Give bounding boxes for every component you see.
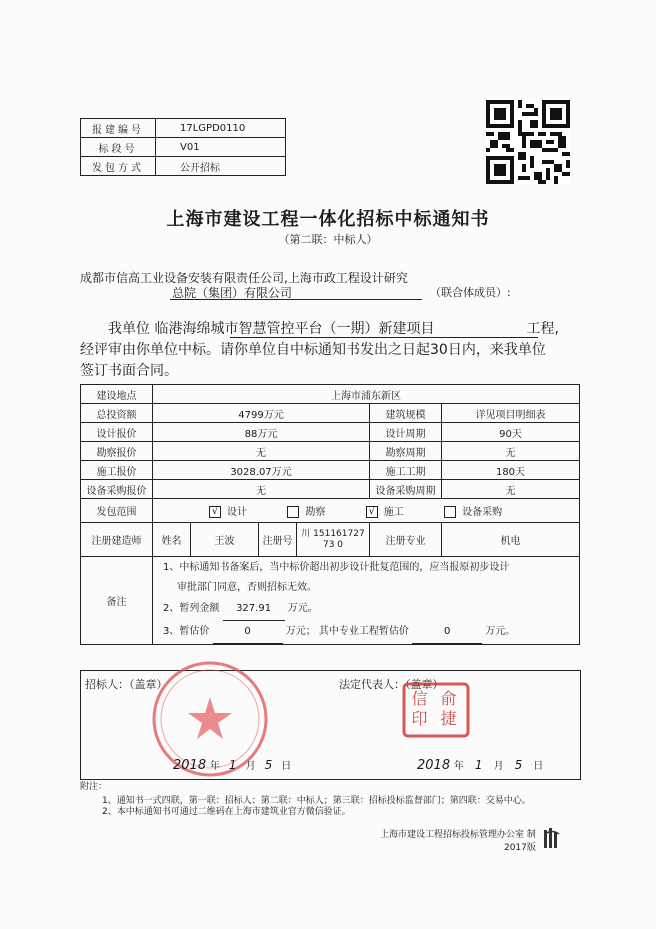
construction-price-value: 3028.07万元 (153, 461, 370, 480)
equipment-price-value: 无 (153, 480, 370, 499)
scope-construction-label: 施工 (383, 507, 404, 518)
date-left-year-unit: 年 (209, 761, 220, 772)
scope-survey-label: 勘察 (305, 507, 326, 518)
scope-design-label: 设计 (227, 507, 247, 518)
legal-rep-label: 法定代表人：（盖章） (339, 678, 444, 691)
name-label: 姓名 (153, 523, 191, 557)
scale-value: 详见项目明细表 (442, 404, 580, 423)
date-right-month: 1 (474, 758, 483, 772)
notice-line-2: 经评审由你单位中标。请你单位自中标通知书发出之日起30日内，来我单位 (80, 342, 546, 358)
date-left-month: 1 (228, 758, 237, 772)
project-number-label: 报建编号 (81, 119, 156, 138)
date-left-day-unit: 日 (281, 761, 292, 772)
remark-2-suffix: 万元。 (287, 602, 318, 614)
signature-box (80, 670, 581, 780)
date-right-year: 2018 (417, 758, 451, 773)
regno-label: 注册号 (259, 523, 297, 557)
construction-period-value: 180天 (442, 461, 580, 480)
remarks-content (153, 557, 580, 645)
remark-3 (163, 621, 577, 644)
remark-1: 1、中标通知书备案后，当中标价超出初步设计批复范围的，应当报原初步设计 (163, 561, 510, 573)
construction-period-label: 施工工期 (370, 461, 442, 480)
notes-section (80, 782, 531, 818)
qr-code-icon[interactable] (486, 100, 570, 184)
survey-period-value: 无 (442, 442, 580, 461)
joint-venture-note: （联合体成员）: (430, 286, 511, 299)
checkbox-survey[interactable] (287, 506, 299, 518)
name-value: 王波 (191, 523, 259, 557)
project-underline (230, 337, 538, 338)
survey-period-label: 勘察周期 (370, 442, 442, 461)
legal-rep-seal-text: 信 俞 印 捷 (411, 689, 461, 728)
investment-value: 4799万元 (153, 404, 370, 423)
winner-name-line-1: 成都市信高工业设备安装有限责任公司,上海市政工程设计研究 (80, 271, 408, 285)
notice-paragraph (80, 319, 580, 382)
remarks-label: 备注 (81, 557, 153, 645)
scope-construction-checkbox[interactable] (366, 507, 404, 518)
date-right (417, 757, 543, 773)
regno-value: 川 15116172773 0 (297, 523, 370, 557)
major-value: 机电 (442, 523, 580, 557)
project-info-table (80, 118, 286, 176)
checkbox-equipment[interactable] (444, 506, 456, 518)
tender-method-label: 发包方式 (81, 157, 156, 176)
section-number-value: V01 (156, 138, 286, 157)
estimate-value: 0 (213, 621, 283, 644)
equipment-period-label: 设备采购周期 (370, 480, 442, 499)
provisional-sum-value: 327.91 (223, 598, 285, 621)
survey-price-label: 勘察报价 (81, 442, 153, 461)
notice-suffix: 工程, (526, 321, 559, 337)
notice-prefix: 我单位 (108, 321, 155, 337)
date-right-month-unit: 月 (493, 761, 504, 772)
scope-design-checkbox[interactable] (209, 507, 247, 518)
section-number-label: 标段号 (81, 138, 156, 157)
remark-1b: 审批部门同意，否则招标无效。 (177, 581, 317, 593)
special-estimate-value: 0 (412, 621, 482, 644)
footer-version: 2017版 (503, 843, 536, 853)
project-name: 临港海绵城市智慧管控平台（一期）新建项目 (154, 321, 435, 337)
survey-price-value: 无 (153, 442, 370, 461)
location-value: 上海市浦东新区 (153, 385, 580, 404)
winner-name-line-2: 总院（集团）有限公司 (172, 286, 293, 300)
location-label: 建设地点 (81, 385, 153, 404)
construction-price-label: 施工报价 (81, 461, 153, 480)
date-left-day: 5 (264, 758, 273, 772)
date-left-year: 2018 (173, 758, 207, 773)
tender-method-value: 公开招标 (156, 157, 286, 176)
design-price-value: 88万元 (153, 423, 370, 442)
remark-3-prefix: 3、暂估价 (163, 625, 210, 637)
scope-equipment-label: 设备采购 (462, 507, 503, 518)
scope-equipment-checkbox[interactable] (444, 507, 502, 518)
design-period-value: 90天 (442, 423, 580, 442)
design-price-label: 设计报价 (81, 423, 153, 442)
architect-label: 注册建造师 (81, 523, 153, 557)
remark-3-mid: 万元； 其中专业工程暂估价 (285, 625, 409, 637)
remark-2 (163, 598, 577, 621)
footer-issuer: 上海市建设工程招标投标管理办公室 制 (380, 830, 536, 840)
winner-underline (170, 299, 422, 300)
scope-survey-checkbox[interactable] (287, 507, 325, 518)
remark-3-suffix: 万元。 (485, 625, 516, 637)
notice-line-3: 签订书面合同。 (80, 363, 178, 379)
date-left (173, 757, 291, 773)
equipment-price-label: 设备采购报价 (81, 480, 153, 499)
notes-label: 附注： (80, 782, 108, 792)
document-subtitle: （第二联：中标人） (278, 233, 378, 246)
note-1: 1、通知书一式四联，第一联：招标人；第二联：中标人；第三联：招标投标监督部门；第四联：交易中心。 (102, 796, 531, 806)
checkbox-construction[interactable]: √ (366, 506, 378, 518)
equipment-period-value: 无 (442, 480, 580, 499)
investment-label: 总投资额 (81, 404, 153, 423)
scope-options (153, 499, 580, 523)
major-label: 注册专业 (370, 523, 442, 557)
scale-label: 建筑规模 (370, 404, 442, 423)
checkbox-design[interactable]: √ (209, 506, 221, 518)
date-right-year-unit: 年 (453, 761, 464, 772)
project-number-value: 17LGPD0110 (156, 119, 286, 138)
office-logo-icon (543, 827, 561, 849)
remark-2-prefix: 2、暂列金额 (163, 602, 220, 614)
scope-label: 发包范围 (81, 499, 153, 523)
award-details-table (80, 384, 580, 645)
date-left-month-unit: 月 (245, 761, 256, 772)
date-right-day-unit: 日 (533, 761, 544, 772)
design-period-label: 设计周期 (370, 423, 442, 442)
tenderer-label: 招标人：（盖章） (85, 678, 168, 691)
document-title: 上海市建设工程一体化招标中标通知书 (166, 209, 490, 230)
footer (380, 827, 561, 853)
date-right-day: 5 (514, 758, 523, 772)
note-2: 2、本中标通知书可通过二维码在上海市建筑业官方微信验证。 (102, 807, 351, 817)
